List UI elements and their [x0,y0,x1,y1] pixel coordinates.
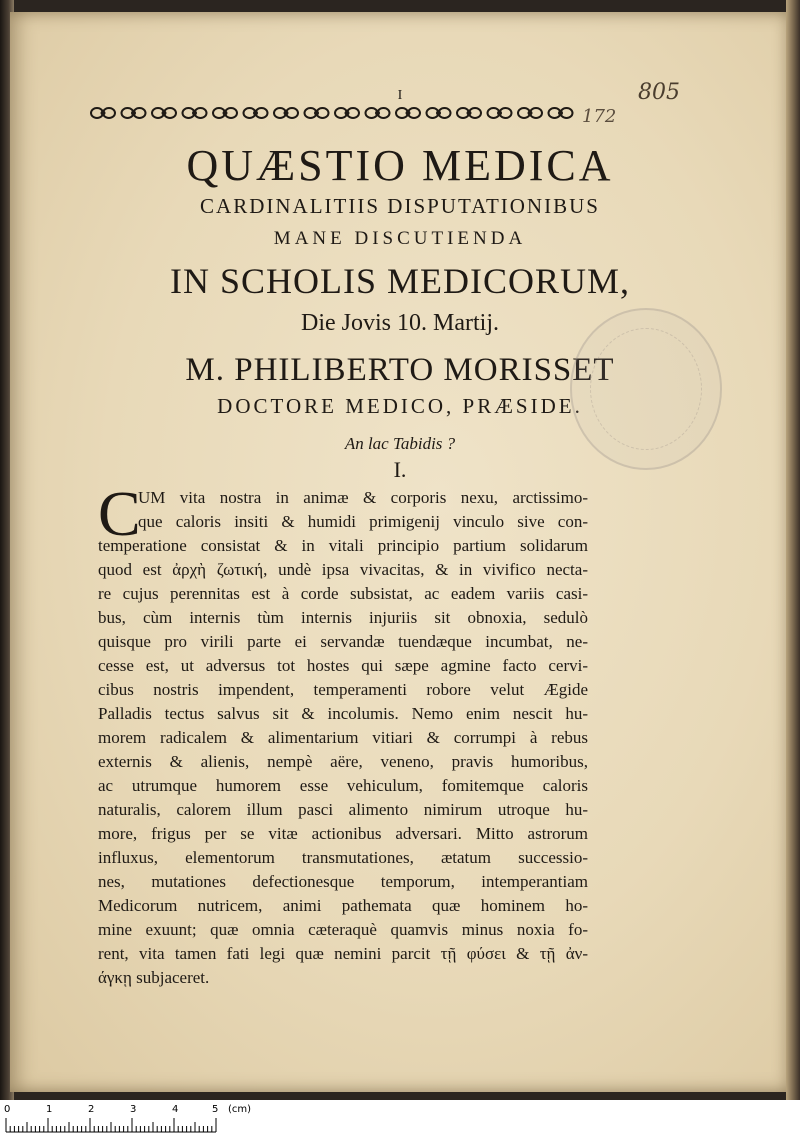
section-number: I. [393,457,407,482]
body-line: naturalis, calorem illum pasci alimento nimirum utroque hu- [98,800,588,819]
fleuron-ornament [366,108,390,118]
fleuron-ornament [122,108,146,118]
question-heading: An lac Tabidis ? [344,434,456,453]
title-line-3: MANE DISCUTIENDA [273,228,527,249]
body-line: bus, cùm internis tùm internis injuriis sit obnoxia, sedulò [98,608,588,627]
date-line: Die Jovis 10. Martij. [301,310,499,336]
ruler-ticks [0,1100,800,1140]
fleuron-ornament [305,108,329,118]
body-line: ac utrumque humorem esse vehiculum, fomitemque caloris [98,776,588,795]
fleuron-ornament [488,108,512,118]
page-edge [786,0,800,1100]
ruler-label-2: 2 [88,1104,95,1115]
body-line: temperatione consistat & in vitali principio partium solidarum [98,536,588,555]
fleuron-ornament [274,108,298,118]
fleuron-ornament [335,108,359,118]
page-sheet [10,12,790,1092]
president-name: M. PHILIBERTO MORISSET [185,352,615,388]
body-line: que caloris insiti & humidi primigenij vinculo sive con- [138,512,588,531]
body-line: UM vita nostra in animæ & corporis nexu, arctissimo- [138,488,588,507]
body-line: Palladis tectus salvus sit & incolumis. Nemo enim nescit hu- [98,704,588,723]
drop-cap: C [98,478,141,549]
fleuron-ornament [549,108,573,118]
scale-ruler [0,1100,800,1140]
ornamental-band [88,104,576,122]
ruler-label-4: 4 [172,1104,179,1115]
body-line: cesse est, ut adversus tot hostes qui sæpe agmine facto cervi- [98,656,588,675]
ruler-label-0: 0 [4,1104,11,1115]
body-line: more, frigus per se vitæ actionibus adversari. Mitto astrorum [98,824,588,843]
fleuron-ornament [183,108,207,118]
body-line: άγκῃ subjaceret. [98,968,210,987]
body-line: influxus, elementorum transmutationes, ætatum successio- [98,848,588,867]
body-line: nes, mutationes defectionesque temporum, intemperantiam [98,872,588,891]
body-line: quisque pro virili parte ei servandæ tuendæque incumbat, ne- [98,632,588,651]
fleuron-ornament [396,108,420,118]
body-line: quod est ἀρχὴ ζωτική, undè ipsa vivacitas, & in vivifico necta- [98,560,588,579]
body-line: Medicorum nutricem, animi pathemata quæ hominem ho- [98,896,588,915]
body-line: externis & alienis, nempè aëre, veneno, pravis humoribus, [98,752,588,771]
ruler-label-5: 5 [212,1104,219,1115]
body-line: mine exuunt; quæ omnia cæteraquè quamvis minus noxia fo- [98,920,588,939]
fleuron-ornament [457,108,481,118]
ruler-label-3: 3 [130,1104,137,1115]
title-line-4: IN SCHOLIS MEDICORUM, [169,261,631,301]
fleuron-ornament [518,108,542,118]
fleuron-ornament [244,108,268,118]
title-line-2: CARDINALITIIS DISPUTATIONIBUS [200,194,600,218]
fleuron-ornament [213,108,237,118]
ruler-label-1: 1 [46,1104,53,1115]
title-line-1: QUÆSTIO MEDICA [186,141,614,190]
signature-mark: I [397,88,403,103]
fleuron-ornament [152,108,176,118]
body-line: rent, vita tamen fati legi quæ nemini parcit τῇ φύσει & τῇ ἀν- [98,944,588,963]
ruler-unit: (cm) [228,1104,252,1115]
folio-number: 172 [582,106,617,127]
body-line: cibus nostris impendent, temperamenti robore velut Ægide [98,680,588,699]
inventory-number: 805 [638,80,680,105]
body-line: morem radicalem & alimentarium vitiari & corrumpi à rebus [98,728,588,747]
fleuron-ornament [91,108,115,118]
fleuron-ornament [427,108,451,118]
body-line: re cujus perennitas est à corde subsistat, ac eadem variis casi- [98,584,588,603]
president-title: DOCTORE MEDICO, PRÆSIDE. [217,394,583,418]
